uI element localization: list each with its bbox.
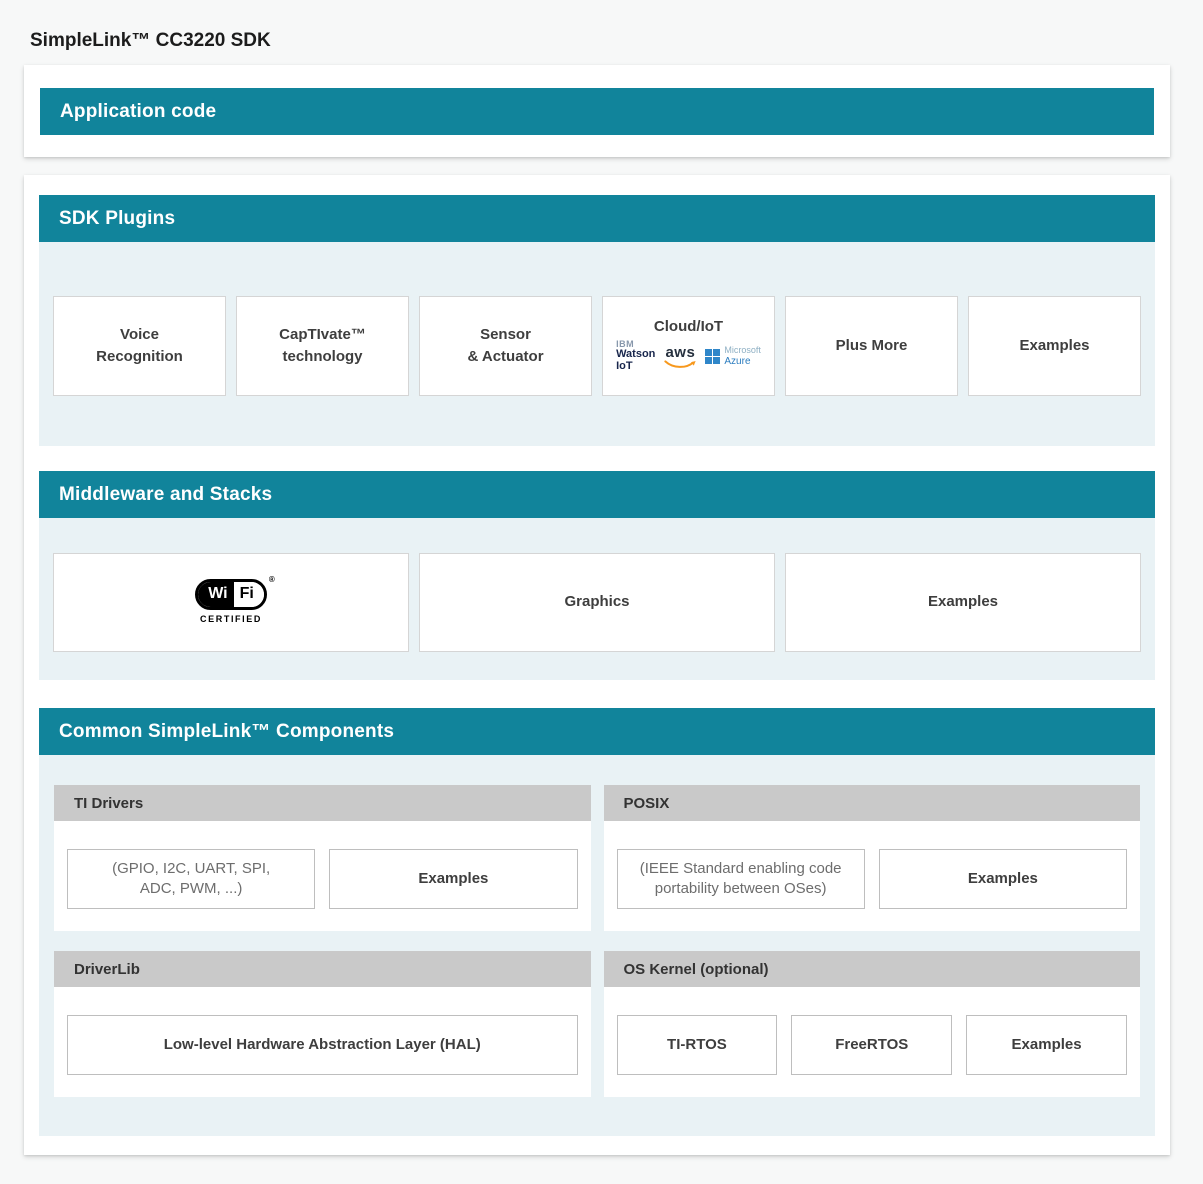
os-kernel-panel xyxy=(604,951,1141,1097)
posix-panel xyxy=(604,785,1141,931)
sdk-plugins-box-row xyxy=(53,296,1141,396)
aws-logo-text: aws xyxy=(665,343,696,361)
posix-detail-box xyxy=(617,849,865,909)
ibm-logo-text: IBM xyxy=(616,338,635,349)
ti-drivers-examples-box xyxy=(329,849,577,909)
ti-drivers-panel xyxy=(54,785,591,931)
application-code-header-label: Application code xyxy=(60,100,217,122)
cloud-iot-title: Cloud/IoT xyxy=(653,317,724,335)
graphics-label: Graphics xyxy=(564,593,630,611)
wifi-pill xyxy=(195,574,275,610)
ti-drivers-header xyxy=(54,785,591,821)
common-components-grid xyxy=(54,785,1140,1097)
aws-logo xyxy=(664,345,696,369)
page-title: SimpleLink™ CC3220 SDK xyxy=(30,30,271,51)
os-kernel-body xyxy=(604,987,1141,1097)
microsoft-azure-text xyxy=(724,346,761,367)
driverlib-header xyxy=(54,951,591,987)
wifi-fi-text: Fi xyxy=(234,582,264,607)
plugin-box-sensor-actuator xyxy=(419,296,592,396)
sdk-plugins-panel xyxy=(39,242,1155,446)
microsoft-window-icon xyxy=(705,349,720,364)
application-code-header xyxy=(40,88,1154,135)
captivate-line2: technology xyxy=(282,348,363,365)
wifi-registered-mark: ® xyxy=(268,574,275,584)
wifi-wi-text: Wi xyxy=(198,582,233,607)
ti-drivers-detail-line1: (GPIO, I2C, UART, SPI, xyxy=(112,859,271,877)
plus-more-label: Plus More xyxy=(835,336,908,354)
freertos-label: FreeRTOS xyxy=(835,1035,909,1053)
posix-detail-line2: portability between OSes) xyxy=(654,880,827,897)
voice-line2: Recognition xyxy=(96,348,183,365)
driverlib-title: DriverLib xyxy=(74,960,140,978)
voice-line1: Voice xyxy=(120,325,159,343)
wifi-certified-logo xyxy=(195,574,275,627)
driverlib-panel xyxy=(54,951,591,1097)
wifi-certified-text: CERTIFIED xyxy=(200,613,262,624)
application-code-card xyxy=(24,65,1170,157)
posix-header xyxy=(604,785,1141,821)
os-kernel-examples-box xyxy=(966,1015,1127,1075)
ti-drivers-body xyxy=(54,821,591,931)
sensor-line1: Sensor xyxy=(480,325,531,343)
middleware-header xyxy=(39,471,1155,518)
posix-title: POSIX xyxy=(623,794,670,812)
aws-smile-icon xyxy=(664,360,696,369)
middleware-box-wifi xyxy=(53,553,409,652)
sdk-plugins-header-label: SDK Plugins xyxy=(59,207,176,229)
os-kernel-title: OS Kernel (optional) xyxy=(623,960,769,978)
plugin-box-captivate xyxy=(236,296,409,396)
middleware-panel xyxy=(39,518,1155,680)
ibm-watson-iot-logo xyxy=(616,340,655,373)
hal-box xyxy=(67,1015,578,1075)
common-components-header-label: Common SimpleLink™ Components xyxy=(59,720,395,742)
posix-examples-label: Examples xyxy=(967,869,1038,887)
posix-body xyxy=(604,821,1141,931)
middleware-examples-label: Examples xyxy=(927,593,999,611)
ti-drivers-title: TI Drivers xyxy=(74,794,144,812)
middleware-header-label: Middleware and Stacks xyxy=(59,483,273,505)
middleware-box-examples xyxy=(785,553,1141,652)
cloud-iot-logos xyxy=(616,340,761,373)
os-kernel-header xyxy=(604,951,1141,987)
sdk-plugins-header xyxy=(39,195,1155,242)
hal-label: Low-level Hardware Abstraction Layer (HAL) xyxy=(163,1035,481,1053)
common-components-panel xyxy=(39,755,1155,1136)
microsoft-azure-logo xyxy=(705,346,761,367)
watson-logo-text: Watson xyxy=(616,348,656,361)
sdk-card xyxy=(24,175,1170,1155)
ti-rtos-label: TI-RTOS xyxy=(667,1035,727,1053)
ti-rtos-box xyxy=(617,1015,778,1075)
middleware-box-row xyxy=(53,553,1141,652)
common-components-header xyxy=(39,708,1155,755)
plugin-box-examples xyxy=(968,296,1141,396)
posix-detail-line1: (IEEE Standard enabling code xyxy=(639,859,842,877)
ti-drivers-detail-box xyxy=(67,849,315,909)
plugin-box-cloud-iot xyxy=(602,296,775,396)
middleware-box-graphics xyxy=(419,553,775,652)
ti-drivers-detail-line2: ADC, PWM, ...) xyxy=(139,880,243,897)
plugins-examples-label: Examples xyxy=(1019,336,1090,354)
ti-drivers-examples-label: Examples xyxy=(418,869,489,887)
iot-logo-text: IoT xyxy=(616,360,633,373)
plugin-box-voice-recognition xyxy=(53,296,226,396)
sensor-line2: & Actuator xyxy=(467,348,544,365)
captivate-line1: CapTIvate™ xyxy=(279,325,366,343)
freertos-box xyxy=(791,1015,952,1075)
posix-examples-box xyxy=(879,849,1127,909)
driverlib-body xyxy=(54,987,591,1097)
os-kernel-examples-label: Examples xyxy=(1011,1035,1082,1053)
plugin-box-plus-more xyxy=(785,296,958,396)
microsoft-text: Microsoft xyxy=(724,345,761,356)
azure-text: Azure xyxy=(724,355,751,367)
